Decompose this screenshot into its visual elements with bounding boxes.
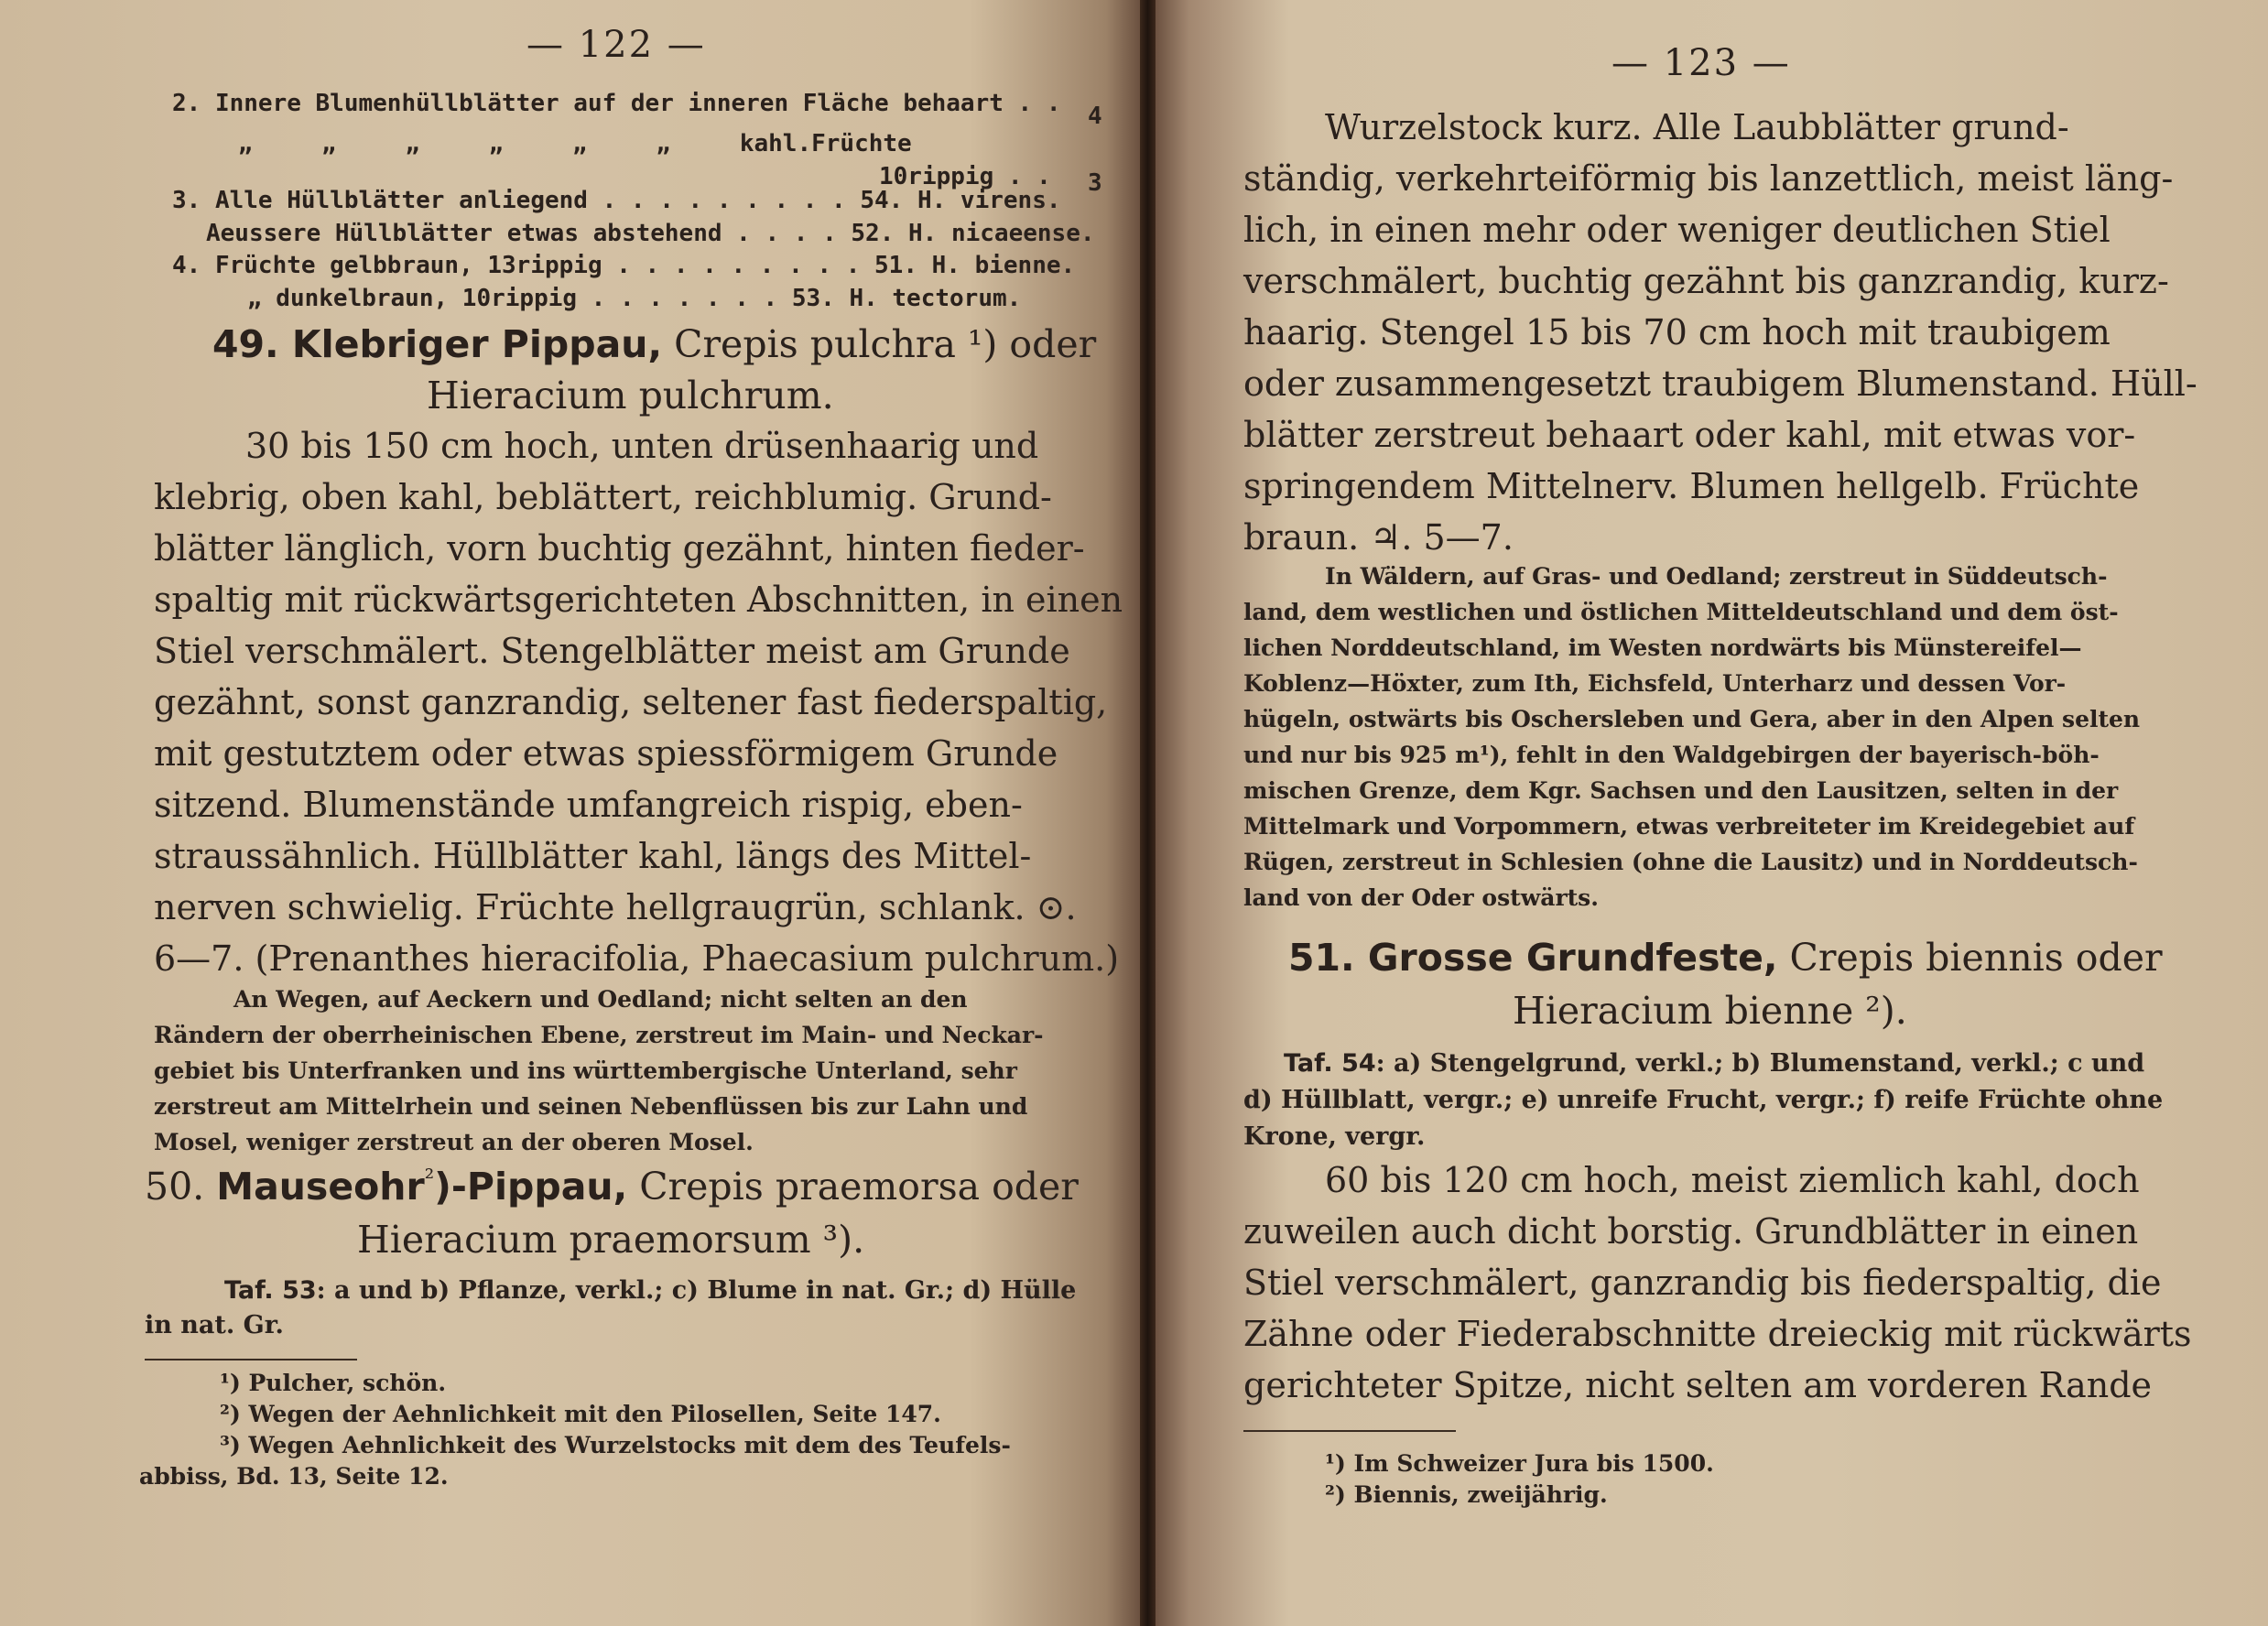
habitat-line: An Wegen, auf Aeckern und Oedland; nicht selten an den <box>233 986 968 1013</box>
body-line: mit gestutztem oder etwas spiessförmigem Grunde <box>154 733 1058 774</box>
body-line: braun. ♃. 5—7. <box>1243 517 1514 558</box>
key-line: Aeussere Hüllblätter etwas abstehend . . . . 52. H. nicaeense. <box>206 220 1095 247</box>
key-ref: 3 <box>1088 169 1102 197</box>
body-line: straussähnlich. Hüllblätter kahl, längs des Mittel- <box>154 836 1032 876</box>
footnote: ¹) Im Schweizer Jura bis 1500. <box>1325 1450 1714 1477</box>
species-heading-51-line2: Hieracium bienne ²). <box>1513 989 1907 1033</box>
habitat-line: land von der Oder ostwärts. <box>1243 884 1599 911</box>
page-number: — 122 — <box>526 24 706 66</box>
habitat-line: gebiet bis Unterfranken und ins württembergische Unterland, sehr <box>154 1057 1017 1084</box>
habitat-line: land, dem westlichen und östlichen Mitteldeutschland und dem öst- <box>1243 599 2119 625</box>
book-gutter <box>1140 0 1156 1626</box>
body-line: blätter zerstreut behaart oder kahl, mit etwas vor- <box>1243 415 2136 455</box>
body-line: ständig, verkehrteiförmig bis lanzettlich, meist läng- <box>1243 158 2174 199</box>
heading-sup: ² <box>424 1165 435 1193</box>
plate-text: : a und b) Pflanze, verkl.; c) Blume in nat. Gr.; d) Hülle <box>316 1276 1077 1305</box>
plate-text-line3: Krone, vergr. <box>1243 1122 1426 1151</box>
body-line: 6—7. (Prenanthes hieracifolia, Phaecasium pulchrum.) <box>154 938 1120 979</box>
body-line: gerichteter Spitze, nicht selten am vorderen Rande <box>1243 1365 2153 1405</box>
body-line: spaltig mit rückwärtsgerichteten Abschnitten, in einen <box>154 580 1123 620</box>
body-line: Stiel verschmälert. Stengelblätter meist am Grunde <box>154 631 1070 671</box>
body-line: haarig. Stengel 15 bis 70 cm hoch mit traubigem <box>1243 312 2111 352</box>
footnote: ³) Wegen Aehnlichkeit des Wurzelstocks mit dem des Teufels- <box>220 1432 1011 1458</box>
footnote: ¹) Pulcher, schön. <box>220 1370 447 1396</box>
footnote-divider <box>1243 1430 1456 1432</box>
body-line: 30 bis 150 cm hoch, unten drüsenhaarig und <box>245 426 1039 466</box>
habitat-line: Koblenz—Höxter, zum Ith, Eichsfeld, Unterharz und dessen Vor- <box>1243 670 2067 697</box>
plate-text-line2: in nat. Gr. <box>145 1311 284 1339</box>
heading-bold: 51. Grosse Grundfeste, <box>1288 936 1778 980</box>
key-ref: 4 <box>1088 103 1102 130</box>
body-line: verschmälert, buchtig gezähnt bis ganzrandig, kurz- <box>1243 261 2169 301</box>
plate-label: Taf. 54 <box>1284 1049 1376 1078</box>
habitat-line: hügeln, ostwärts bis Oschersleben und Gera, aber in den Alpen selten <box>1243 706 2141 732</box>
body-line: blätter länglich, vorn buchtig gezähnt, hinten fieder- <box>154 528 1085 569</box>
footnote: ²) Biennis, zweijährig. <box>1325 1481 1608 1508</box>
heading-bold: Mauseohr <box>216 1165 425 1209</box>
plate-reference-54 <box>1284 1049 2144 1078</box>
body-line: Wurzelstock kurz. Alle Laubblätter grund- <box>1325 107 2069 147</box>
habitat-line: und nur bis 925 m¹), fehlt in den Waldgebirgen der bayerisch-böh- <box>1243 742 2100 768</box>
species-heading-50-line2: Hieracium praemorsum ³). <box>357 1218 865 1262</box>
habitat-line: mischen Grenze, dem Kgr. Sachsen und den Lausitzen, selten in der <box>1243 777 2119 804</box>
heading-number: 50. <box>145 1165 205 1209</box>
habitat-line: Rügen, zerstreut in Schlesien (ohne die Lausitz) und in Norddeutsch- <box>1243 849 2138 875</box>
habitat-line: Mittelmark und Vorpommern, etwas verbreiteter im Kreidegebiet auf <box>1243 813 2135 840</box>
key-line: „ „ „ „ „ „ kahl.Früchte <box>238 130 912 157</box>
body-line: nerven schwielig. Früchte hellgraugrün, schlank. ⊙. <box>154 887 1077 927</box>
heading-rest: Crepis pulchra ¹) oder <box>662 322 1097 366</box>
body-line: lich, in einen mehr oder weniger deutlichen Stiel <box>1243 210 2111 250</box>
footnote: ²) Wegen der Aehnlichkeit mit den Pilosellen, Seite 147. <box>220 1401 941 1427</box>
footnote: abbiss, Bd. 13, Seite 12. <box>139 1463 449 1490</box>
species-heading-49-line2: Hieracium pulchrum. <box>427 374 834 417</box>
plate-text-line2: d) Hüllblatt, vergr.; e) unreife Frucht, vergr.; f) reife Früchte ohne <box>1243 1086 2164 1114</box>
plate-reference-53 <box>224 1276 1076 1305</box>
key-line: 3. Alle Hüllblätter anliegend . . . . . . . . . 54. H. virens. <box>172 187 1061 214</box>
species-heading-51 <box>1288 936 2163 980</box>
habitat-line: zerstreut am Mittelrhein und seinen Nebenflüssen bis zur Lahn und <box>154 1093 1028 1120</box>
habitat-line: Mosel, weniger zerstreut an der oberen Mosel. <box>154 1129 754 1155</box>
heading-rest: Crepis praemorsa oder <box>627 1165 1079 1209</box>
plate-text: : a) Stengelgrund, verkl.; b) Blumenstand, verkl.; c und <box>1375 1049 2145 1078</box>
body-line: springendem Mittelnerv. Blumen hellgelb. Früchte <box>1243 466 2140 506</box>
species-heading-50 <box>145 1165 1079 1209</box>
heading-bold: 49. Klebriger Pippau, <box>212 322 663 366</box>
key-line: „ dunkelbraun, 10rippig . . . . . . . 53. H. tectorum. <box>247 285 1022 312</box>
body-line: Zähne oder Fiederabschnitte dreieckig mit rückwärts <box>1243 1314 2192 1354</box>
footnote-divider <box>145 1359 357 1360</box>
body-line: zuweilen auch dicht borstig. Grundblätter in einen <box>1243 1211 2139 1252</box>
habitat-line: Rändern der oberrheinischen Ebene, zerstreut im Main- und Neckar- <box>154 1022 1044 1048</box>
habitat-line: In Wäldern, auf Gras- und Oedland; zerstreut in Süddeutsch- <box>1325 563 2108 590</box>
plate-label: Taf. 53 <box>224 1276 317 1305</box>
body-line: 60 bis 120 cm hoch, meist ziemlich kahl, doch <box>1325 1160 2140 1200</box>
page-number: — 123 — <box>1611 42 1791 84</box>
habitat-line: lichen Norddeutschland, im Westen nordwärts bis Münstereifel— <box>1243 634 2082 661</box>
body-line: Stiel verschmälert, ganzrandig bis fiederspaltig, die <box>1243 1263 2162 1303</box>
body-line: gezähnt, sonst ganzrandig, seltener fast fiederspaltig, <box>154 682 1108 722</box>
body-line: oder zusammengesetzt traubigem Blumenstand. Hüll- <box>1243 363 2197 404</box>
heading-bold2: )-Pippau, <box>434 1165 628 1209</box>
body-line: klebrig, oben kahl, beblättert, reichblumig. Grund- <box>154 477 1052 517</box>
key-line: 2. Innere Blumenhüllblätter auf der inneren Fläche behaart . . <box>172 90 1061 117</box>
species-heading-49 <box>212 322 1096 366</box>
key-line: 4. Früchte gelbbraun, 13rippig . . . . . . . . . 51. H. bienne. <box>172 252 1076 279</box>
body-line: sitzend. Blumenstände umfangreich rispig, eben- <box>154 785 1023 825</box>
right-page <box>1156 0 2268 1626</box>
heading-rest: Crepis biennis oder <box>1777 936 2163 980</box>
key-line: 10rippig . . <box>879 163 1051 190</box>
